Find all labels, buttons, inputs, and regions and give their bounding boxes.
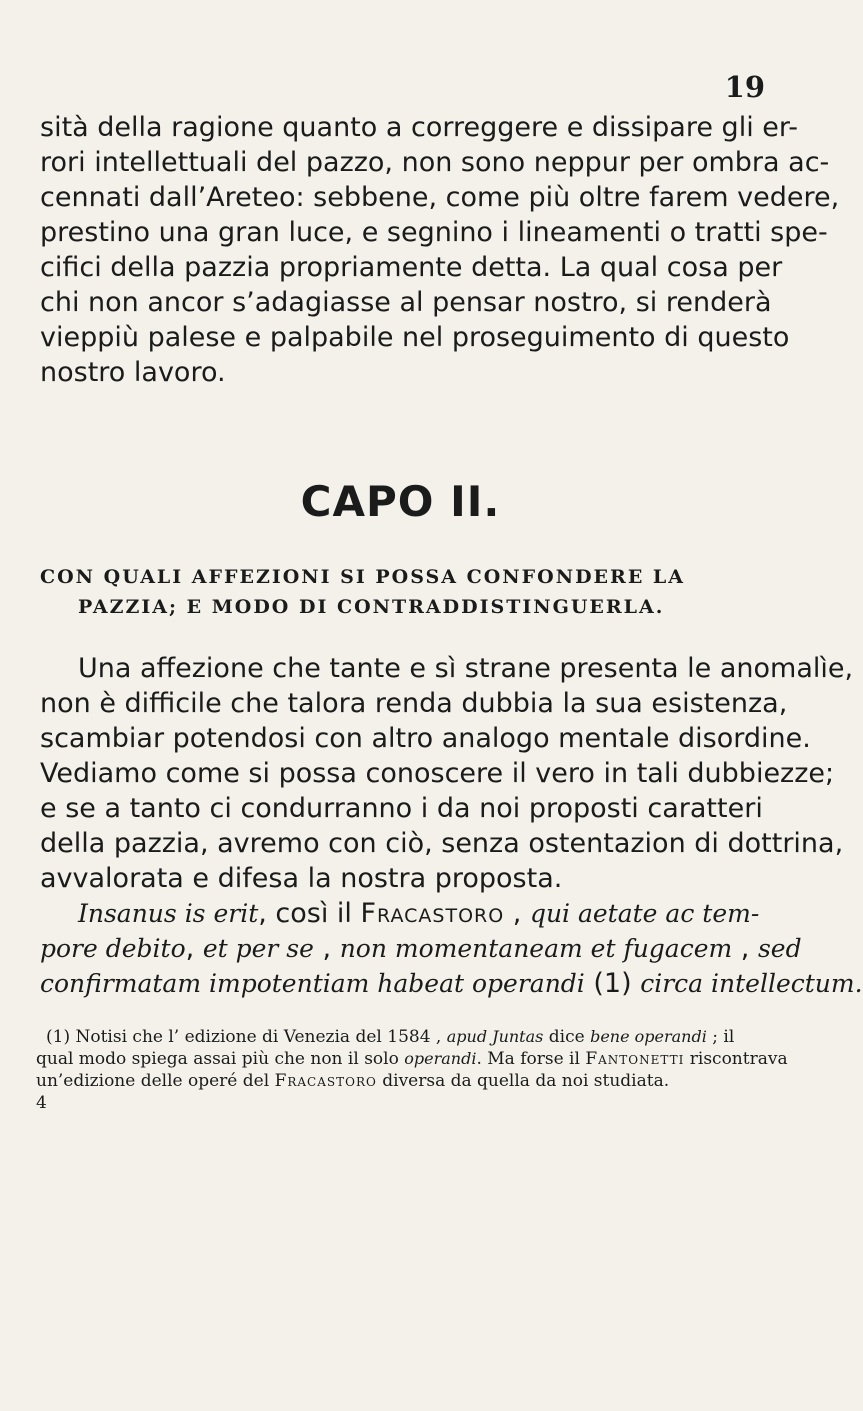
text-line-content: non è difficile che talora renda dubbia la sua esistenza, — [40, 688, 788, 719]
text-line — [0, 217, 828, 249]
text-line — [0, 758, 835, 790]
footnote-content — [0, 1071, 669, 1091]
author-name: Fracastoro — [360, 898, 505, 929]
text-line — [0, 793, 801, 825]
chapter-title: CAPO II. — [300, 477, 501, 526]
plain-text: , — [313, 933, 340, 964]
text-line — [0, 898, 801, 930]
chapter-subtitle-line — [0, 565, 801, 589]
latin-text: operandi — [404, 1049, 477, 1068]
latin-text: non momentaneam et fugacem — [339, 934, 733, 963]
chapter-subtitle-line — [0, 595, 801, 619]
footnote-line — [0, 1049, 801, 1069]
footnote-content — [0, 1027, 734, 1047]
plain-text: , — [504, 898, 530, 929]
text-line-content: Una affezione che tante e sì strane presenta le anomalìe, — [78, 653, 854, 684]
text-line — [0, 112, 801, 144]
footnote-line — [0, 1071, 801, 1091]
text-line-content: cifici della pazzia propriamente detta. La qual cosa per — [40, 252, 783, 283]
text-line-content: sità della ragione quanto a correggere e dissipare gli er- — [40, 112, 799, 143]
plain-text: (1) Notisi che l’ edizione di Venezia del 1584 , — [46, 1027, 447, 1047]
plain-text: un’edizione delle operé del — [36, 1071, 275, 1091]
text-line — [0, 828, 844, 860]
text-line-content: e se a tanto ci condurranno i da noi proposti caratteri — [40, 793, 763, 824]
text-line-content: rori intellettuali del pazzo, non sono neppur per ombra ac- — [40, 147, 830, 178]
chapter-subtitle-text: CON QUALI AFFEZIONI SI POSSA CONFONDERE LA — [40, 566, 686, 588]
plain-text: , — [185, 933, 203, 964]
text-line-content: avvalorata e difesa la nostra proposta. — [40, 863, 563, 894]
plain-text: dice — [543, 1027, 591, 1047]
text-line — [0, 182, 840, 214]
latin-text: Insanus is erit — [78, 899, 259, 928]
text-line-content — [0, 933, 802, 965]
text-line-content — [0, 898, 759, 930]
latin-text: bene operandi — [590, 1027, 707, 1046]
text-line-content: chi non ancor s’adagiasse al pensar nostro, si renderà — [40, 287, 772, 318]
text-line-content: nostro lavoro. — [40, 357, 226, 388]
text-line-content — [0, 968, 863, 1000]
text-line — [0, 653, 854, 685]
plain-text: diversa da quella da noi studiata. — [376, 1071, 670, 1091]
latin-text: sed — [757, 934, 802, 963]
signature-mark-line — [0, 1093, 801, 1113]
footnote-content — [0, 1049, 788, 1069]
author-name: Fantonetti — [585, 1049, 685, 1069]
latin-text: circa intellectum. — [640, 969, 863, 998]
text-line-content: cennati dall’Areteo: sebbene, come più oltre farem vedere, — [40, 182, 840, 213]
author-name: Fracastoro — [274, 1071, 377, 1091]
plain-text: , così il — [258, 898, 361, 929]
text-line — [0, 287, 801, 319]
text-line — [0, 968, 863, 1000]
latin-text: et per se — [202, 934, 314, 963]
plain-text: . Ma forse il — [476, 1049, 586, 1069]
text-line-content: prestino una gran luce, e segnino i lineamenti o tratti spe- — [40, 217, 828, 248]
text-line-content: della pazzia, avremo con ciò, senza ostentazion di dottrina, — [40, 828, 844, 859]
text-line — [0, 933, 801, 965]
plain-text: riscontrava — [684, 1049, 788, 1069]
latin-text: qui aetate ac tem- — [529, 899, 760, 928]
text-line — [0, 147, 830, 179]
text-line — [0, 688, 801, 720]
text-line — [0, 322, 801, 354]
latin-text: confirmatam impotentiam habeat operandi — [40, 969, 585, 998]
plain-text: qual modo spiega assai più che non il solo — [36, 1049, 405, 1069]
plain-text: ; il — [706, 1027, 735, 1047]
footnote-reference: (1) — [584, 968, 641, 999]
page-number: 19 — [724, 70, 765, 104]
footnote-line — [0, 1027, 801, 1047]
latin-text: pore debito — [40, 934, 186, 963]
text-line-content: scambiar potendosi con altro analogo mentale disordine. — [40, 723, 811, 754]
text-line-content: vieppiù palese e palpabile nel proseguimento di questo — [40, 322, 790, 353]
text-line — [0, 252, 801, 284]
text-line-content: Vediamo come si possa conoscere il vero in tali dubbiezze; — [40, 758, 835, 789]
text-line — [0, 357, 801, 389]
text-line — [0, 863, 801, 895]
text-line — [0, 723, 811, 755]
plain-text: , — [732, 933, 758, 964]
chapter-subtitle-text: PAZZIA; E MODO DI CONTRADDISTINGUERLA. — [78, 596, 665, 618]
latin-text: apud Juntas — [446, 1027, 544, 1046]
signature-mark: 4 — [36, 1093, 47, 1113]
